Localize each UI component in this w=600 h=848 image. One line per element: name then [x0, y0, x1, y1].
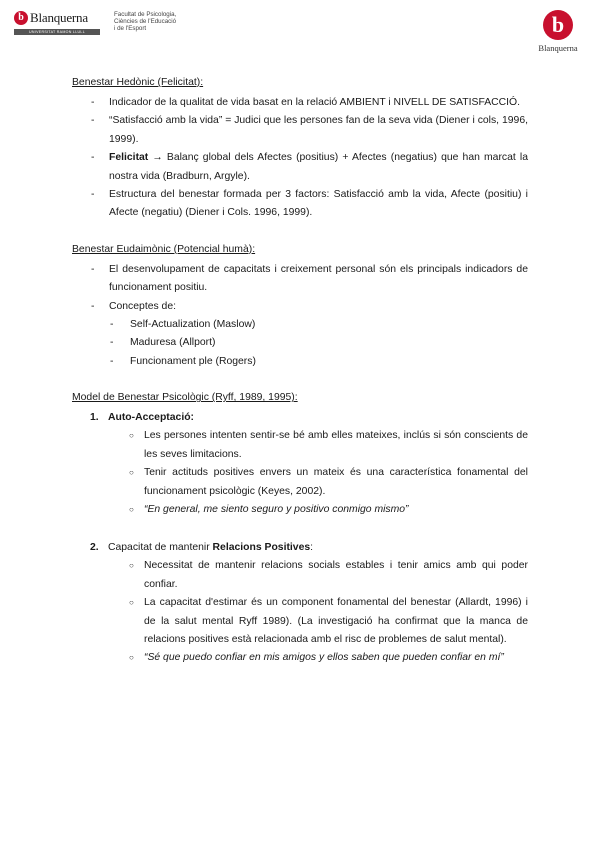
list-item	[72, 149, 528, 186]
list-item: - Conceptes de:	[72, 298, 528, 316]
item-number: 1.	[90, 412, 99, 424]
logo-label: Blanquerna	[538, 43, 578, 53]
list-item: ○ La capacitat d'estimar és un component fonamental del benestar (Allardt, 1996) i de la salut mental Ryff 1989). (La investigació ha confirmat que la manca de relacions positives està relacionada amb el risc de problemes de salut mental).	[72, 594, 528, 649]
document-body	[72, 76, 528, 688]
blanquerna-logo-icon: b	[543, 10, 573, 40]
quote-item	[72, 649, 528, 667]
list-item: - Indicador de la qualitat de vida basat en la relació AMBIENT i NIVELL DE SATISFACCIÓ.	[72, 94, 528, 112]
bullet-list	[72, 94, 528, 223]
list-item: ○ Necessitat de mantenir relacions socials estables i tenir amics amb qui poder confiar.	[72, 557, 528, 594]
section-eudaimonic	[72, 243, 528, 371]
quote-text: “En general, me siento seguro y positivo conmigo mismo”	[144, 503, 409, 515]
section-hedonic	[72, 76, 528, 223]
list-item: ○ Tenir actituds positives envers un mateix és una característica fonamental del funcionament psicològic (Keyes, 2002).	[72, 464, 528, 501]
list-item-text: → Balanç global dels Afectes (positius) + Afectes (negatius) que han marcat la nostra vida (Bradburn, Argyle).	[109, 152, 528, 182]
brand-logo-icon: b	[14, 11, 28, 25]
sub-list-item: - Maduresa (Allport)	[72, 334, 528, 352]
numbered-item	[72, 539, 528, 667]
section-ryff-model	[72, 391, 528, 667]
numbered-item-heading	[72, 409, 528, 427]
numbered-list	[72, 409, 528, 667]
list-item: - “Satisfacció amb la vida” = Judici que les persones fan de la seva vida (Diener i cols, 1996, 1999).	[72, 112, 528, 149]
quote-text: “Sé que puedo confiar en mis amigos y ellos saben que pueden confiar en mí”	[144, 652, 504, 664]
brand-name: Blanquerna	[30, 10, 88, 25]
brand-subtitle: UNIVERSITAT RAMON LLULL	[14, 29, 100, 35]
item-title-bold: Auto-Acceptació:	[108, 412, 195, 424]
faculty-line: Ciències de l'Educació	[114, 18, 177, 26]
section-title: Model de Benestar Psicològic (Ryff, 1989, 1995):	[72, 392, 298, 404]
section-title: Benestar Eudaimònic (Potencial humà):	[72, 243, 256, 255]
circle-bullet-list	[72, 427, 528, 519]
brand-block	[14, 10, 100, 35]
item-title-tail: :	[310, 542, 314, 554]
header-logo	[533, 10, 583, 53]
header-branding	[14, 10, 176, 35]
quote-item	[72, 501, 528, 519]
numbered-item	[72, 409, 528, 519]
sub-bullet-list	[72, 316, 528, 371]
item-title-plain: Capacitat de mantenir	[108, 542, 213, 554]
sub-list-item: - Funcionament ple (Rogers)	[72, 353, 528, 371]
bold-term: Felicitat	[109, 152, 149, 164]
item-number: 2.	[90, 542, 99, 554]
section-title: Benestar Hedònic (Felicitat):	[72, 77, 204, 88]
sub-list-item: - Self-Actualization (Maslow)	[72, 316, 528, 334]
bullet-list	[72, 261, 528, 316]
numbered-item-heading	[72, 539, 528, 557]
faculty-line: Facultat de Psicologia,	[114, 11, 177, 18]
list-item: - El desenvolupament de capacitats i creixement personal són els principals indicadors de funcionament positiu.	[72, 261, 528, 298]
circle-bullet-list	[72, 557, 528, 667]
faculty-line: i de l'Esport	[114, 25, 147, 33]
list-item: ○ Les persones intenten sentir-se bé amb elles mateixes, inclús si són conscients de les seves limitacions.	[72, 427, 528, 464]
faculty-name	[114, 11, 176, 33]
list-item: - Estructura del benestar formada per 3 factors: Satisfacció amb la vida, Afecte (positiu) i Afecte (negatiu) (Diener i Cols. 1996, 1999).	[72, 186, 528, 223]
item-title-bold: Relacions Positives	[212, 542, 311, 554]
